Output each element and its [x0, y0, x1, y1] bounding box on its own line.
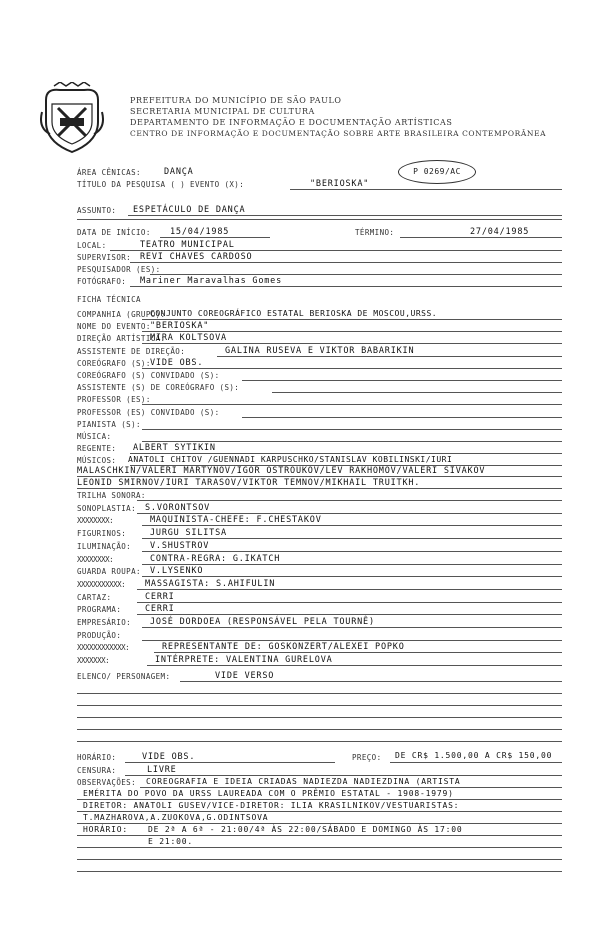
observacoes-horario-1: DE 2ª A 6ª - 21:00/4ª ÀS 22:00/SÁBADO E DOMINGO ÀS 17:00 [148, 825, 463, 834]
musicos-line-2: MALASCHKIN/VALERI MARTYNOV/IGOR OSTROUKOV/LEV RAKHOMOV/VALERI SIVAKOV [77, 466, 486, 476]
field-value: ANATOLI CHITOV /GUENNADI KARPUSCHKO/STANISLAV KOBILINSKI/IURI [128, 455, 453, 465]
preco-label: PREÇO: [352, 753, 382, 762]
field-label: XXXXXXX: [77, 656, 110, 666]
field-label: TRILHA SONORA: [77, 491, 146, 500]
field-value: JOSÉ DORDOEA (RESPONSÁVEL PELA TOURNÊ) [150, 617, 375, 627]
field-value: ALBERT SYTIKIN [133, 443, 216, 454]
area-value: DANÇA [164, 167, 194, 177]
pesquisa-value: "BERIOSKA" [310, 179, 370, 189]
field-label: PRODUÇÃO: [77, 630, 122, 640]
field-value: S.VORONTSOV [145, 502, 211, 513]
field-label: PROGRAMA: [77, 605, 122, 615]
field-value: INTÉRPRETE: VALENTINA GURELOVA [155, 655, 333, 666]
fotografo-value: Mariner Maravalhas Gomes [140, 276, 283, 286]
field-value: V.LYSENKO [150, 566, 204, 577]
observacoes-line-4: T.MAZHAROVA,A.ZUOKOVA,G.ODINTSOVA [83, 813, 269, 822]
field-value: VIDE OBS. [150, 357, 204, 368]
field-label: REGENTE: [77, 444, 117, 454]
field-value: GALINA RUSEVA E VIKTOR BABARIKIN [225, 345, 415, 356]
header-line-1: PREFEITURA DO MUNICÍPIO DE SÃO PAULO [130, 96, 342, 105]
field-label: PROFESSOR (ES) CONVIDADO (S): [77, 407, 220, 417]
data-inicio-label: DATA DE INÍCIO: [77, 228, 151, 237]
field-value: "BERIOSKA" [150, 321, 210, 332]
field-value: CONJUNTO COREOGRÁFICO ESTATAL BERIOSKA DE MOSCOU,URSS. [150, 309, 438, 318]
field-label: FIGURINOS: [77, 529, 127, 539]
observacoes-horario-2: E 21:00. [148, 837, 193, 846]
field-label: XXXXXXXX: [77, 516, 114, 526]
field-label: ASSISTENTE DE DIREÇÃO: [77, 346, 186, 356]
field-value: V.SHUSTROV [150, 540, 210, 551]
field-label: PROFESSOR (ES): [77, 395, 151, 405]
observacoes-line-1: COREOGRAFIA E IDEIA CRIADAS NADIEZDA NADIEZDINA (ARTISTA [146, 777, 461, 786]
field-label: XXXXXXXX: [77, 554, 114, 564]
coat-of-arms-logo [40, 82, 104, 154]
termino-label: TÉRMINO: [355, 228, 395, 237]
field-label: COREÓGRAFO (S): [77, 358, 151, 368]
header-line-3: DEPARTAMENTO DE INFORMAÇÃO E DOCUMENTAÇÃO ARTÍSTICAS [130, 118, 453, 127]
elenco-value: VIDE VERSO [215, 671, 275, 681]
field-label: MÚSICOS: [77, 456, 117, 466]
observacoes-line-2: EMÉRITA DO POVO DA URSS LAUREADA COM O PRÊMIO ESTATAL - 1908-1979) [83, 789, 454, 798]
field-label: MÚSICA: [77, 432, 112, 441]
censura-value: LIVRE [147, 765, 177, 775]
area-label: ÁREA CÊNICAS: [77, 168, 141, 177]
horario-label: HORÁRIO: [77, 753, 117, 762]
ficha-tecnica-heading: FICHA TÉCNICA [77, 295, 141, 304]
field-label: PIANISTA (S): [77, 419, 141, 429]
pesquisador-label: PESQUISADOR (ES): [77, 265, 161, 274]
field-label: GUARDA ROUPA: [77, 567, 141, 577]
field-value: JURGU SILITSA [150, 528, 227, 539]
field-label: XXXXXXXXXXX: [77, 579, 126, 589]
termino-value: 27/04/1985 [470, 227, 530, 237]
supervisor-value: REVI CHAVES CARDOSO [140, 252, 253, 262]
header-line-2: SECRETARIA MUNICIPAL DE CULTURA [130, 107, 315, 116]
local-label: LOCAL: [77, 241, 107, 250]
observacoes-label: OBSERVAÇÕES: [77, 778, 136, 787]
musicos-line-3: LEONID SMIRNOV/IURI TARASOV/VIKTOR TEMNOV/MIKHAIL TRUITKH. [77, 478, 421, 488]
field-value: MIRA KOLTSOVA [150, 333, 227, 344]
supervisor-label: SUPERVISOR: [77, 253, 132, 262]
field-label: ILUMINAÇÃO: [77, 541, 132, 551]
assunto-label: ASSUNTO: [77, 206, 117, 215]
local-value: TEATRO MUNICIPAL [140, 240, 235, 250]
field-label: DIREÇÃO ARTÍSTICA: [77, 334, 166, 344]
field-value: CERRI [145, 591, 175, 602]
field-label: XXXXXXXXXXXX: [77, 643, 130, 653]
fotografo-label: FOTÓGRAFO: [77, 277, 127, 286]
horario-value: VIDE OBS. [142, 752, 196, 762]
field-value: MAQUINISTA-CHEFE: F.CHESTAKOV [150, 515, 322, 526]
reference-stamp: P 0269/AC [398, 160, 476, 184]
field-value: CONTRA-REGRA: G.IKATCH [150, 553, 281, 564]
field-label: SONOPLASTIA: [77, 503, 136, 513]
field-label: CARTAZ: [77, 592, 112, 602]
field-value: CERRI [145, 604, 175, 615]
field-label: EMPRESÁRIO: [77, 618, 132, 627]
assunto-value: ESPETÁCULO DE DANÇA [133, 205, 246, 215]
observacoes-line-3: DIRETOR: ANATOLI GUSEV/VICE-DIRETOR: ILIA KRASILNIKOV/VESTUARISTAS: [83, 801, 460, 810]
observacoes-horario-label: HORÁRIO: [83, 825, 128, 834]
data-inicio-value: 15/04/1985 [170, 227, 230, 237]
field-label: NOME DO EVENTO: [77, 322, 151, 332]
field-value: MASSAGISTA: S.AHIFULIN [145, 578, 276, 589]
preco-value: DE CR$ 1.500,00 A CR$ 150,00 [395, 751, 553, 760]
field-label: COREÓGRAFO (S) CONVIDADO (S): [77, 371, 220, 380]
elenco-label: ELENCO/ PERSONAGEM: [77, 672, 171, 681]
field-value: REPRESENTANTE DE: GOSKONZERT/ALEXEI POPKO [162, 642, 405, 653]
field-label: ASSISTENTE (S) DE COREÓGRAFO (S): [77, 383, 240, 393]
pesquisa-label: TÍTULO DA PESQUISA ( ) EVENTO (X): [77, 180, 245, 189]
field-label: COMPANHIA (GRUPO): [77, 310, 166, 319]
censura-label: CENSURA: [77, 766, 117, 775]
header-line-4: CENTRO DE INFORMAÇÃO E DOCUMENTAÇÃO SOBRE ARTE BRASILEIRA CONTEMPORÂNEA [130, 129, 547, 138]
